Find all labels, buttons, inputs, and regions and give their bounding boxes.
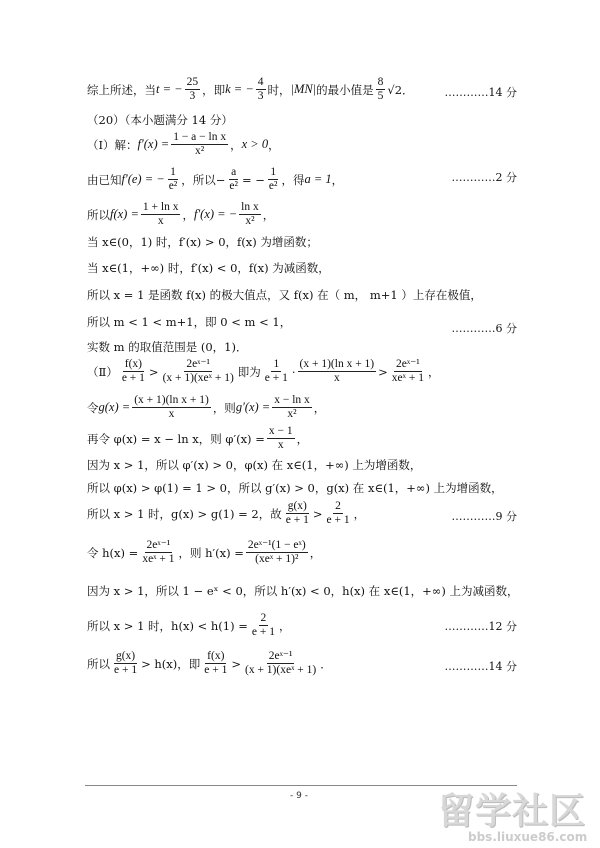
math: f′(x) = <box>137 137 170 152</box>
num: 1 + ln x <box>141 201 181 215</box>
text: ， <box>296 431 309 446</box>
num: f(x) <box>123 358 144 372</box>
num: 2eˣ⁻¹ <box>145 539 173 553</box>
num: x − 1 <box>267 425 295 439</box>
math: f′(x) = − <box>193 207 238 222</box>
text: 综上所述，当 <box>87 82 156 97</box>
den: x <box>333 372 340 385</box>
text: 时， <box>267 82 291 97</box>
math: f(x) = <box>110 207 139 222</box>
math: x > 0 <box>241 137 269 152</box>
fraction <box>120 358 147 385</box>
text: ． <box>320 656 332 671</box>
score-marker: …………12 分 <box>444 620 517 633</box>
watermark-title: 留学社区 <box>438 791 587 832</box>
score-marker: …………2 分 <box>451 171 517 184</box>
fraction <box>227 166 240 193</box>
solution-line-14: 因为 x > 1，所以 φ′(x) > 0，φ(x) 在 x∈(1，+∞) 上为增函数， <box>87 458 422 472</box>
text: ， <box>182 207 194 222</box>
score-marker: …………14 分 <box>444 86 517 99</box>
num: 1 <box>268 166 278 180</box>
fraction <box>141 201 181 228</box>
den: e + 1 <box>204 664 228 677</box>
den: e² <box>229 180 238 193</box>
den: e + 1 <box>114 664 138 677</box>
math: |MN| <box>290 82 317 97</box>
watermark-url: bbs.liuxue86.com <box>468 830 588 844</box>
solution-line-10: 实数 m 的取值范围是 (0，1)． <box>87 340 248 354</box>
num: 2eˣ⁻¹(1 − eˣ) <box>246 539 308 553</box>
solution-line-11 <box>87 358 520 385</box>
den: x² <box>195 145 205 158</box>
text: （Ⅰ）解： <box>87 137 138 152</box>
fraction <box>243 650 318 677</box>
solution-line-18: 因为 x > 1，所以 1 − eˣ < 0，所以 h′(x) < 0，h(x) 在 x∈(1，+∞) 上为减函数， <box>87 584 519 598</box>
text: 所以 <box>87 207 110 222</box>
num: g(x) <box>286 500 309 514</box>
num: 2 <box>259 612 269 626</box>
text: 所以 x > 1 时，g(x) > g(1) = 2，故 <box>87 506 282 521</box>
den: e + 1 <box>251 626 275 639</box>
den: e² <box>268 180 278 193</box>
den: 5 <box>377 90 384 103</box>
math: − <box>215 172 226 187</box>
math: > <box>148 364 159 379</box>
den: (xeˣ + 1)² <box>255 553 299 566</box>
den: xeˣ + 1 <box>142 553 175 566</box>
text: 即为 <box>237 364 261 379</box>
fraction <box>324 500 351 527</box>
num: (x + 1)(ln x + 1) <box>298 358 377 372</box>
num: 4 <box>256 76 266 90</box>
fraction <box>140 539 176 566</box>
den: (x + 1)(xeˣ + 1) <box>162 372 234 385</box>
fraction <box>171 131 228 158</box>
num: 1 <box>168 166 178 180</box>
math: √2 <box>387 82 403 97</box>
den: e + 1 <box>326 514 350 527</box>
score-marker: …………6 分 <box>451 322 517 335</box>
text: 的最小值是 <box>316 82 374 97</box>
den: e + 1 <box>121 372 145 385</box>
math: g(x) = <box>98 400 131 415</box>
num: ln x <box>239 201 261 215</box>
text: ，则 <box>212 400 236 415</box>
math: · <box>291 364 296 379</box>
fraction <box>390 358 426 385</box>
text: ， <box>331 172 344 187</box>
num: 2eˣ⁻¹ <box>394 358 422 372</box>
math: > <box>312 506 323 521</box>
fraction <box>167 166 180 193</box>
fraction <box>376 76 386 103</box>
math: g′(x) = <box>235 400 271 415</box>
fraction <box>267 425 295 452</box>
solution-line-9: 所以 m < 1 < m+1，即 0 < m < 1， <box>87 315 292 329</box>
text: ， <box>268 137 280 152</box>
num: 1 − a − ln x <box>171 131 228 145</box>
solution-line-3 <box>87 131 520 158</box>
fraction <box>246 539 308 566</box>
footer-divider <box>85 785 517 786</box>
den: x <box>277 439 284 452</box>
den: e² <box>168 180 178 193</box>
text: ， <box>230 137 242 152</box>
text: ，所以 <box>181 172 216 187</box>
fraction <box>202 650 229 677</box>
text: 再令 φ(x) = x − ln x，则 φ′(x) = <box>87 431 265 446</box>
solution-line-7: 当 x∈(1，+∞) 时，f′(x) < 0，f(x) 为减函数， <box>87 261 330 275</box>
text: 所以 x > 1 时，h(x) < h(1) = <box>87 618 248 633</box>
num: a <box>229 166 238 180</box>
math: = − <box>241 172 265 187</box>
math: t = − <box>156 82 183 97</box>
den: (x + 1)(xeˣ + 1) <box>244 664 317 677</box>
solution-line-17 <box>87 539 520 566</box>
den: e + 1 <box>264 372 288 385</box>
solution-line-12 <box>87 394 520 421</box>
den: e + 1 <box>285 514 309 527</box>
den: 3 <box>257 90 264 103</box>
fraction <box>239 201 261 228</box>
num: 8 <box>376 76 386 90</box>
num: 2eˣ⁻¹ <box>267 650 295 664</box>
score-marker: …………14 分 <box>444 660 517 673</box>
solution-line-8: 所以 x = 1 是函数 f(x) 的极大值点，又 f(x) 在（ m， m+1 ）上存在极值， <box>87 288 482 302</box>
text: ， <box>427 364 440 379</box>
den: x <box>168 408 175 421</box>
fraction <box>161 358 236 385</box>
num: 25 <box>185 76 201 90</box>
fraction <box>298 358 377 385</box>
math: f′(e) = − <box>121 172 165 187</box>
num: (x + 1)(ln x + 1) <box>132 394 211 408</box>
page-number: - 9 - <box>290 791 308 801</box>
num: f(x) <box>205 650 226 664</box>
text: ，即 <box>202 82 226 97</box>
problem-header: （20）（本小题满分 14 分） <box>87 113 233 127</box>
math: k = − <box>225 82 254 97</box>
fraction <box>112 650 139 677</box>
den: x² <box>287 408 297 421</box>
fraction <box>267 166 280 193</box>
text: ，则 h′(x) = <box>178 545 244 560</box>
num: 2 <box>333 500 343 514</box>
score-marker: …………9 分 <box>451 510 517 523</box>
fraction <box>250 612 277 639</box>
text: ， <box>262 207 275 222</box>
num: g(x) <box>114 650 137 664</box>
num: 1 <box>271 358 281 372</box>
num: x − ln x <box>272 394 312 408</box>
den: 3 <box>189 90 196 103</box>
watermark-logo <box>438 791 588 844</box>
den: xeˣ + 1 <box>391 372 424 385</box>
solution-line-13 <box>87 425 520 452</box>
text: 由已知 <box>87 172 122 187</box>
text: ，得 <box>281 172 305 187</box>
text: 令 <box>87 400 99 415</box>
solution-line-6: 当 x∈(0，1) 时，f′(x) > 0，f(x) 为增函数； <box>87 235 318 249</box>
fraction <box>132 394 211 421</box>
fraction <box>263 358 290 385</box>
fraction <box>272 394 312 421</box>
fraction <box>256 76 266 103</box>
den: x² <box>245 215 255 228</box>
text: ， <box>353 506 366 521</box>
text: ， <box>309 545 322 560</box>
math: > <box>231 656 241 671</box>
solution-line-15: 所以 φ(x) > φ(1) = 1 > 0，所以 g′(x) > 0，g(x) 在 x∈(1，+∞) 上为增函数， <box>87 481 503 495</box>
text: 所以 <box>87 656 110 671</box>
text: > h(x)，即 <box>141 656 201 671</box>
text: ． <box>402 82 414 97</box>
text: ， <box>313 400 326 415</box>
math: a = 1 <box>304 172 332 187</box>
solution-line-5 <box>87 201 520 228</box>
num: 2eˣ⁻¹ <box>184 358 212 372</box>
math: > <box>378 364 388 379</box>
text: ， <box>278 618 291 633</box>
den: x <box>157 215 164 228</box>
text: （Ⅱ） <box>87 364 118 379</box>
fraction <box>284 500 311 527</box>
fraction <box>185 76 201 103</box>
text: 令 h(x) = <box>87 545 139 560</box>
